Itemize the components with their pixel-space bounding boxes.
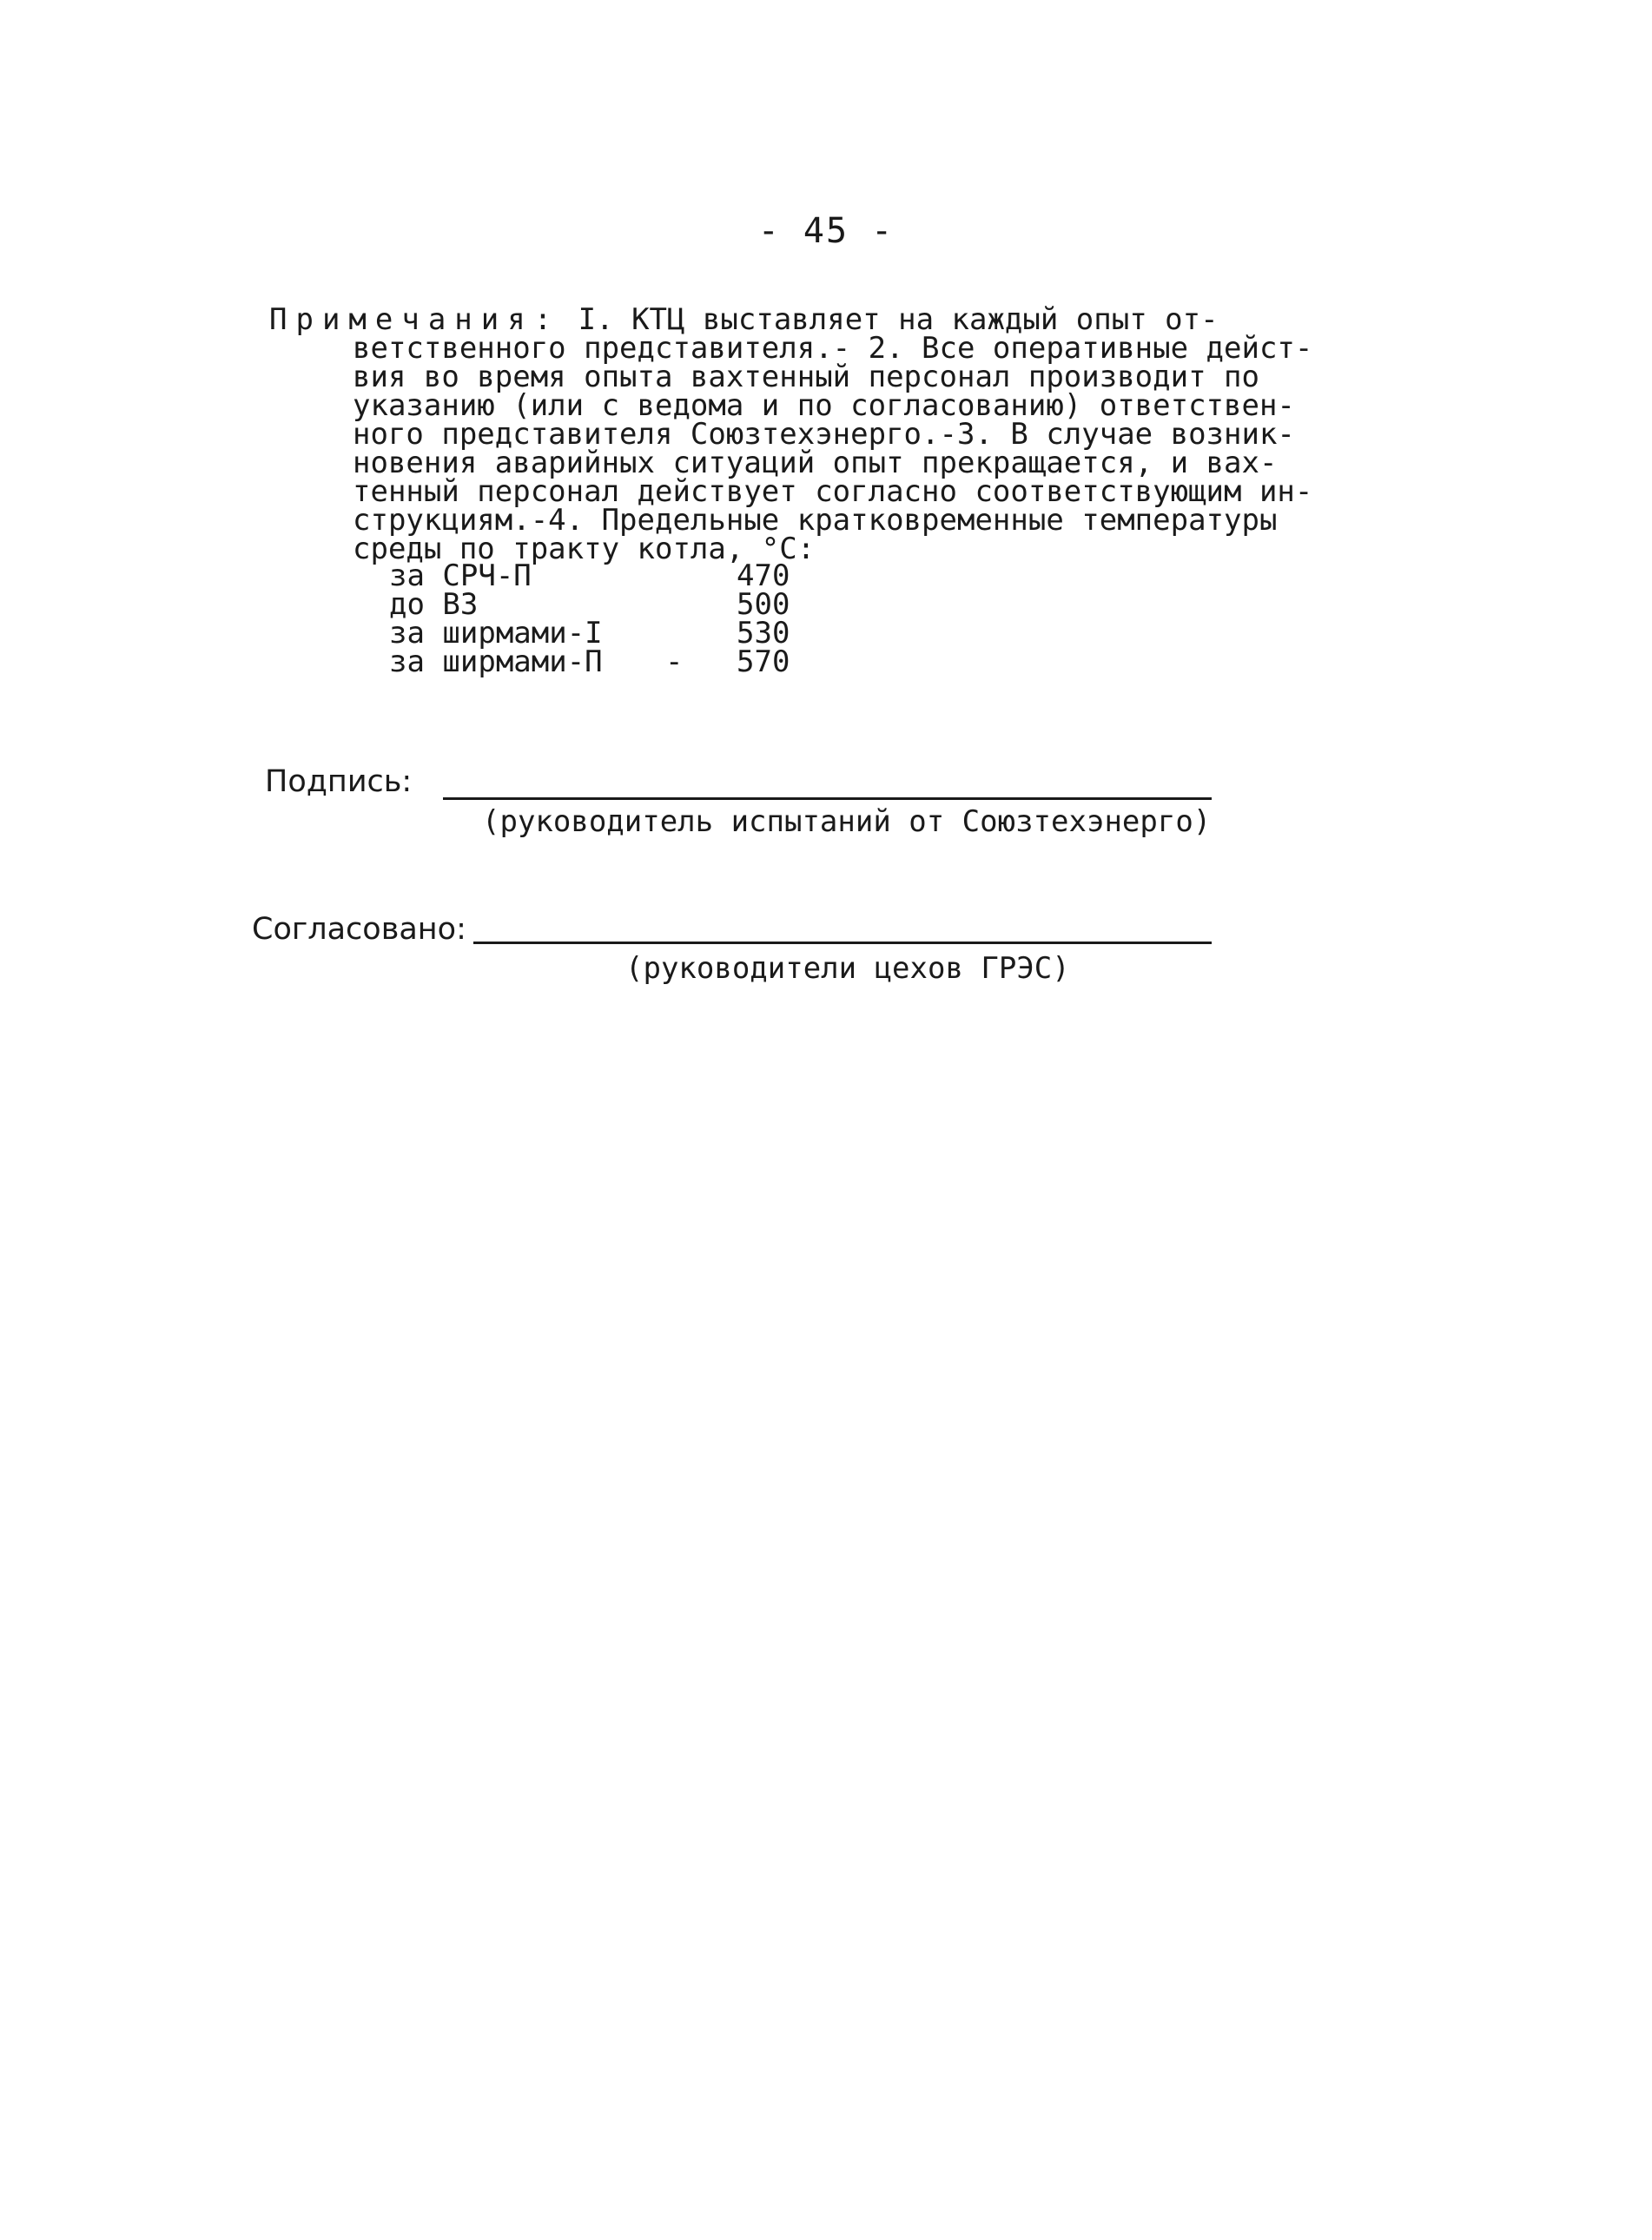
approval-line[interactable]: [473, 942, 1212, 944]
signature-label: Подпись:: [265, 764, 413, 799]
notes-text-line: струкциям.-4. Предельные кратковременные температуры: [353, 503, 1278, 538]
temperature-row: [389, 644, 910, 679]
notes-text-line: тенный персонал действует согласно соответствующим ин-: [353, 474, 1313, 509]
temperature-location: за ширмами-П: [389, 644, 603, 679]
approval-label: Согласовано:: [252, 912, 466, 947]
signature-line[interactable]: [443, 797, 1212, 800]
notes-block: [269, 302, 1346, 566]
temperature-value: 530: [737, 616, 790, 651]
notes-text-line: ного представителя Союзтехэнерго.-3. В случае возник-: [353, 417, 1295, 452]
temperature-location: за ширмами-I: [389, 616, 603, 651]
temperature-dash: -: [665, 644, 684, 679]
temperature-location: за СРЧ-П: [389, 558, 532, 593]
temperature-table: [389, 558, 910, 679]
approval-caption: (руководители цехов ГРЭС): [625, 951, 1070, 986]
notes-text-line: указанию (или с ведома и по согласованию) ответствен-: [353, 388, 1295, 423]
signature-caption: (руководитель испытаний от Союзтехэнерго): [482, 804, 1212, 839]
temperature-value: 500: [737, 587, 790, 622]
page-number: - 45 -: [757, 211, 895, 251]
temperature-location: до ВЗ: [389, 587, 479, 622]
notes-text-line: среды по тракту котла, °С:: [353, 532, 816, 566]
notes-text-line: ветственного представителя.- 2. Все оперативные дейст-: [353, 331, 1313, 366]
notes-heading: Примечания:: [269, 302, 561, 337]
temperature-value: 470: [737, 558, 790, 593]
notes-text-line: вия во время опыта вахтенный персонал производит по: [353, 360, 1259, 394]
temperature-value: 570: [737, 644, 790, 679]
notes-text-line: I. КТЦ выставляет на каждый опыт от-: [578, 302, 1219, 337]
notes-text-line: новения аварийных ситуаций опыт прекращается, и вах-: [353, 446, 1278, 480]
